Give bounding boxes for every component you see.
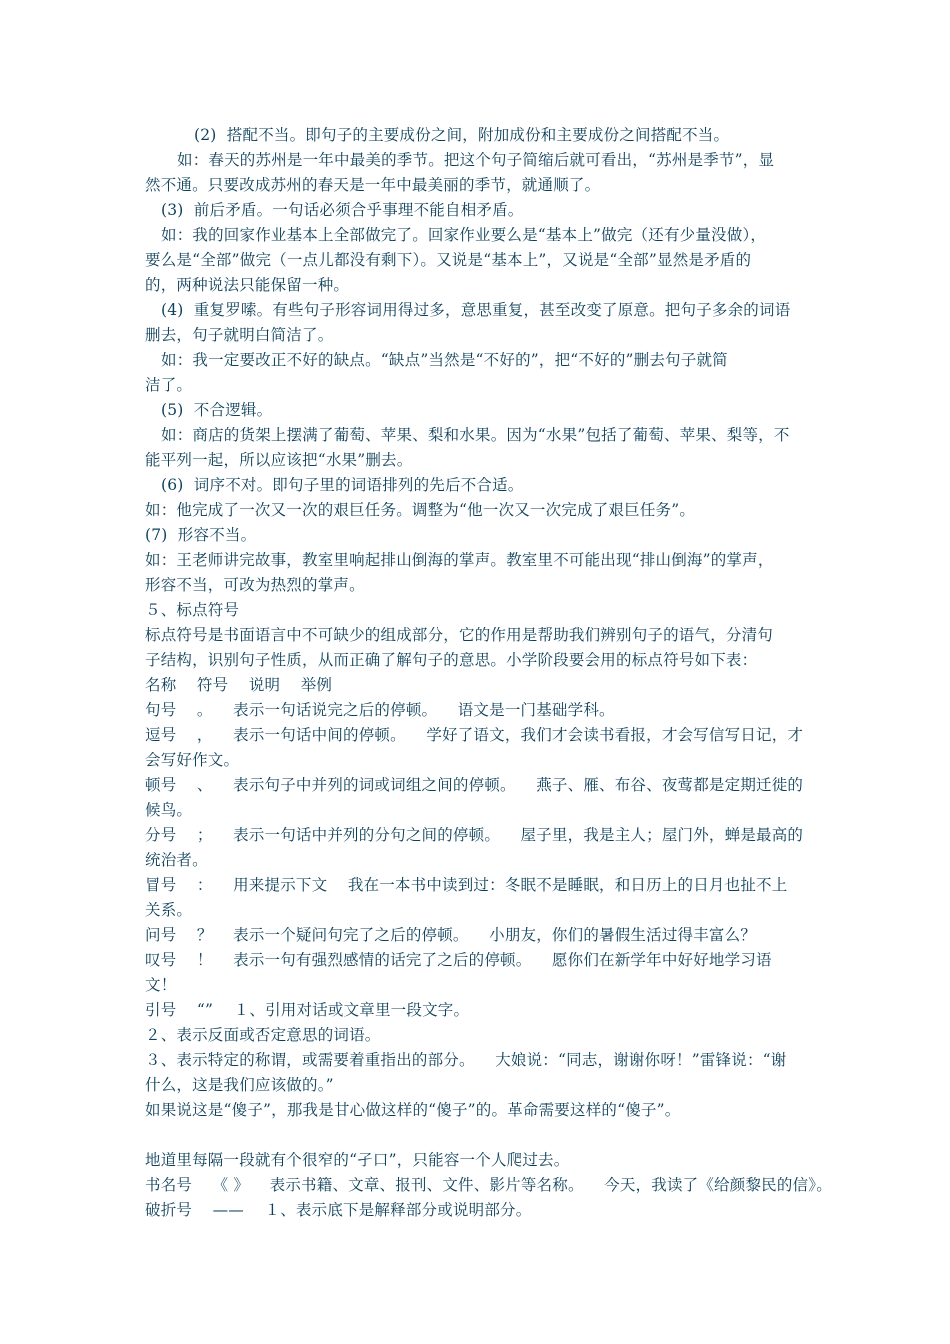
table-row: 破折号 —— １、表示底下是解释部分或说明部分。 (145, 1201, 532, 1219)
text-line: (3) 前后矛盾。一句话必须合乎事理不能自相矛盾。 (161, 201, 524, 219)
text-line: 洁了。 (145, 376, 193, 394)
table-row-continued: 文！ (145, 976, 177, 994)
text-line: 如：他完成了一次又一次的艰巨任务。调整为“他一次又一次完成了艰巨任务”。 (145, 501, 696, 519)
text-line: 如：春天的苏州是一年中最美的季节。把这个句子简缩后就可看出，“苏州是季节”，显 (177, 151, 775, 169)
text-line: (5) 不合逻辑。 (161, 401, 273, 419)
table-row-continued: ２、表示反面或否定意思的词语。 (145, 1026, 381, 1044)
text-line: 如：商店的货架上摆满了葡萄、苹果、梨和水果。因为“水果”包括了葡萄、苹果、梨等，不 (161, 426, 790, 444)
text-line: (6) 词序不对。即句子里的词语排列的先后不合适。 (161, 476, 524, 494)
table-row-continued: ３、表示特定的称谓，或需要着重指出的部分。 大娘说：“同志，谢谢你呀！”雷锋说：“谢 (145, 1051, 787, 1069)
table-row: 逗号 ， 表示一句话中间的停顿。 学好了语文，我们才会读书看报，才会写信写日记，才 (145, 726, 804, 744)
table-row-continued: 关系。 (145, 901, 193, 919)
table-row: 冒号 ： 用来提示下文 我在一本书中读到过：冬眠不是睡眠，和日历上的日月也扯不上 (145, 876, 788, 894)
table-row: 分号 ； 表示一句话中并列的分句之间的停顿。 屋子里，我是主人；屋门外，蝉是最高的 (145, 826, 804, 844)
table-row-continued: 候鸟。 (145, 801, 193, 819)
text-line: (4) 重复罗嗦。有些句子形容词用得过多，意思重复，甚至改变了原意。把句子多余的词语 (161, 301, 791, 319)
table-row: 引号 “” １、引用对话或文章里一段文字。 (145, 1001, 470, 1019)
table-row: 叹号 ！ 表示一句有强烈感情的话完了之后的停顿。 愿你们在新学年中好好地学习语 (145, 951, 772, 969)
text-line: 删去，句子就明白简洁了。 (145, 326, 334, 344)
text-line: 如：我一定要改正不好的缺点。“缺点”当然是“不好的”，把“不好的”删去句子就简 (161, 351, 728, 369)
table-row: 书名号 《 》 表示书籍、文章、报刊、文件、影片等名称。 今天，我读了《给颜黎民的信》。 (145, 1176, 832, 1194)
text-line: 标点符号是书面语言中不可缺少的组成部分，它的作用是帮助我们辨别句子的语气，分清句 (145, 626, 774, 644)
table-row-continued: 如果说这是“傻子”，那我是甘心做这样的“傻子”的。革命需要这样的“傻子”。 (145, 1101, 681, 1119)
table-row: 句号 。 表示一句话说完之后的停顿。 语文是一门基础学科。 (145, 701, 615, 719)
table-row-continued: 会写好作文。 (145, 751, 240, 769)
text-line: 如：王老师讲完故事，教室里响起排山倒海的掌声。教室里不可能出现“排山倒海”的掌声， (145, 551, 774, 569)
text-line: 形容不当，可改为热烈的掌声。 (145, 576, 365, 594)
text-line: 子结构，识别句子性质，从而正确了解句子的意思。小学阶段要会用的标点符号如下表： (145, 651, 758, 669)
text-line: (7) 形容不当。 (145, 526, 257, 544)
table-row-continued: 地道里每隔一段就有个很窄的“孑口”，只能容一个人爬过去。 (145, 1151, 570, 1169)
section-heading: ５、标点符号 (145, 601, 240, 619)
table-row-continued: 统治者。 (145, 851, 208, 869)
table-row-continued: 什么，这是我们应该做的。” (145, 1076, 334, 1094)
table-row: 顿号 、 表示句子中并列的词或词组之间的停顿。 燕子、雁、布谷、夜莺都是定期迁徙的 (145, 776, 804, 794)
text-line: 的，两种说法只能保留一种。 (145, 276, 350, 294)
table-header-row: 名称 符号 说明 举例 (145, 676, 333, 694)
text-line: 如：我的回家作业基本上全部做完了。回家作业要么是“基本上”做完（还有少量没做）， (161, 226, 767, 244)
text-line: 要么是“全部”做完（一点儿都没有剩下）。又说是“基本上”，又说是“全部”显然是矛盾的 (145, 251, 752, 269)
text-line: (2) 搭配不当。即句子的主要成份之间，附加成份和主要成份之间搭配不当。 (194, 126, 730, 144)
table-row: 问号 ？ 表示一个疑问句完了之后的停顿。 小朋友，你们的暑假生活过得丰富么？ (145, 926, 757, 944)
text-line: 然不通。只要改成苏州的春天是一年中最美丽的季节，就通顺了。 (145, 176, 601, 194)
text-line: 能平列一起，所以应该把“水果”删去。 (145, 451, 413, 469)
